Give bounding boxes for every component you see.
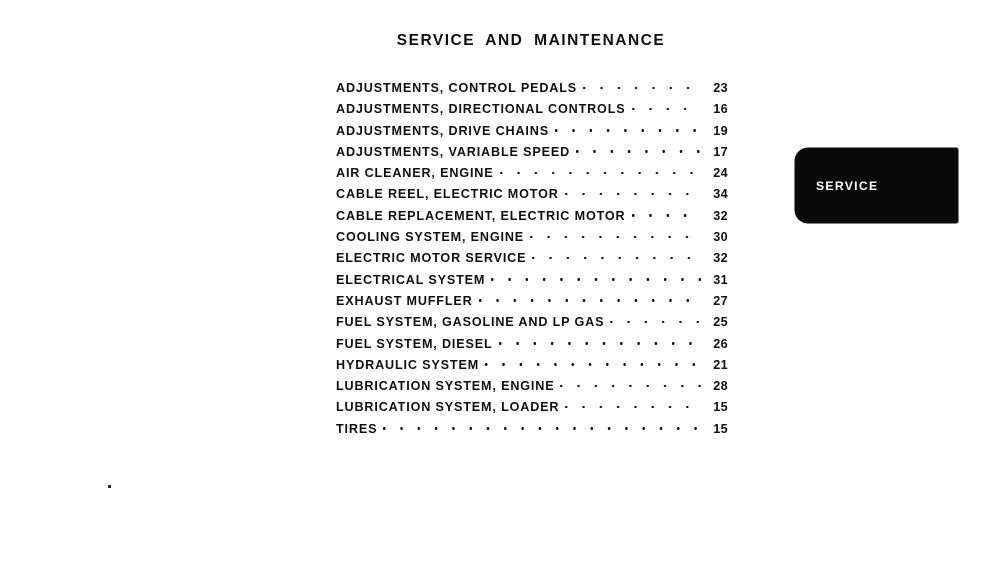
toc-entry[interactable] xyxy=(336,420,728,441)
dot-leader xyxy=(479,292,701,305)
toc-entry-label: TIRES xyxy=(336,421,378,436)
page-title: SERVICE AND MAINTENANCE xyxy=(396,32,666,49)
dot-leader xyxy=(485,356,701,369)
dot-leader xyxy=(610,313,701,326)
toc-entry-page-number: 26 xyxy=(713,336,728,351)
dot-leader xyxy=(632,100,702,113)
toc-entry-page-number: 30 xyxy=(713,230,728,245)
toc-entry-label: ADJUSTMENTS, VARIABLE SPEED xyxy=(336,144,571,159)
toc-entry-label: AIR CLEANER, ENGINE xyxy=(336,166,494,181)
dot-leader xyxy=(530,228,701,241)
toc-entry-page-number: 16 xyxy=(713,102,728,117)
toc-entry-label: ELECTRICAL SYSTEM xyxy=(336,272,486,287)
dot-leader xyxy=(632,207,702,220)
toc-entry[interactable] xyxy=(336,164,728,185)
dot-leader xyxy=(565,185,701,198)
toc-entry-page-number: 21 xyxy=(713,357,728,372)
toc-entry[interactable] xyxy=(336,398,728,419)
toc-entry-page-number: 31 xyxy=(713,272,728,287)
toc-entry-label: ADJUSTMENTS, CONTROL PEDALS xyxy=(336,81,578,95)
dot-leader xyxy=(491,271,701,284)
toc-entry[interactable] xyxy=(336,356,728,377)
toc-entry-page-number: 24 xyxy=(713,166,728,181)
dot-leader xyxy=(576,143,701,156)
toc-entry-label: HYDRAULIC SYSTEM xyxy=(336,357,480,372)
scan-artifact-speck xyxy=(108,485,111,488)
toc-entry-label: FUEL SYSTEM, DIESEL xyxy=(336,336,493,351)
toc-entry[interactable] xyxy=(336,228,728,249)
section-index-tab[interactable] xyxy=(795,148,958,223)
toc-entry-page-number: 27 xyxy=(713,293,728,308)
toc-entry-label: ADJUSTMENTS, DRIVE CHAINS xyxy=(336,123,549,138)
table-of-contents xyxy=(336,79,728,441)
toc-entry-label: CABLE REEL, ELECTRIC MOTOR xyxy=(336,187,559,202)
toc-entry[interactable] xyxy=(336,377,728,398)
toc-entry-page-number: 15 xyxy=(713,421,728,436)
toc-entry-label: EXHAUST MUFFLER xyxy=(336,293,473,308)
toc-entry[interactable] xyxy=(336,143,728,164)
dot-leader xyxy=(555,122,701,135)
toc-entry-label: COOLING SYSTEM, ENGINE xyxy=(336,230,525,245)
toc-entry[interactable] xyxy=(336,79,728,100)
toc-entry-page-number: 23 xyxy=(713,81,728,95)
dot-leader xyxy=(560,377,701,390)
toc-entry-label: FUEL SYSTEM, GASOLINE AND LP GAS xyxy=(336,315,605,330)
toc-entry-page-number: 19 xyxy=(713,123,728,138)
toc-entry-page-number: 17 xyxy=(713,144,728,159)
toc-entry[interactable] xyxy=(336,100,728,121)
toc-entry[interactable] xyxy=(336,292,728,313)
toc-entry[interactable] xyxy=(336,271,728,292)
toc-entry-page-number: 32 xyxy=(713,208,728,223)
toc-entry-page-number: 34 xyxy=(713,187,728,202)
toc-entry-page-number: 28 xyxy=(713,379,728,394)
toc-entry-label: CABLE REPLACEMENT, ELECTRIC MOTOR xyxy=(336,208,626,223)
dot-leader xyxy=(565,398,701,411)
dot-leader xyxy=(583,79,701,92)
toc-entry[interactable] xyxy=(336,313,728,334)
toc-entry[interactable] xyxy=(336,335,728,356)
toc-entry-label: LUBRICATION SYSTEM, ENGINE xyxy=(336,379,555,394)
toc-entry-label: ADJUSTMENTS, DIRECTIONAL CONTROLS xyxy=(336,102,626,117)
toc-entry[interactable] xyxy=(336,122,728,143)
toc-entry[interactable] xyxy=(336,249,728,270)
toc-entry-label: ELECTRIC MOTOR SERVICE xyxy=(336,251,527,266)
toc-entry-page-number: 25 xyxy=(713,315,728,330)
dot-leader xyxy=(500,164,702,177)
dot-leader xyxy=(499,335,701,348)
toc-entry-page-number: 32 xyxy=(713,251,728,266)
toc-entry-page-number: 15 xyxy=(713,400,728,415)
toc-entry[interactable] xyxy=(336,207,728,228)
dot-leader xyxy=(532,249,701,262)
section-index-tab-label: SERVICE xyxy=(816,178,879,193)
toc-entry-label: LUBRICATION SYSTEM, LOADER xyxy=(336,400,560,415)
dot-leader xyxy=(383,420,701,433)
toc-entry[interactable] xyxy=(336,185,728,206)
